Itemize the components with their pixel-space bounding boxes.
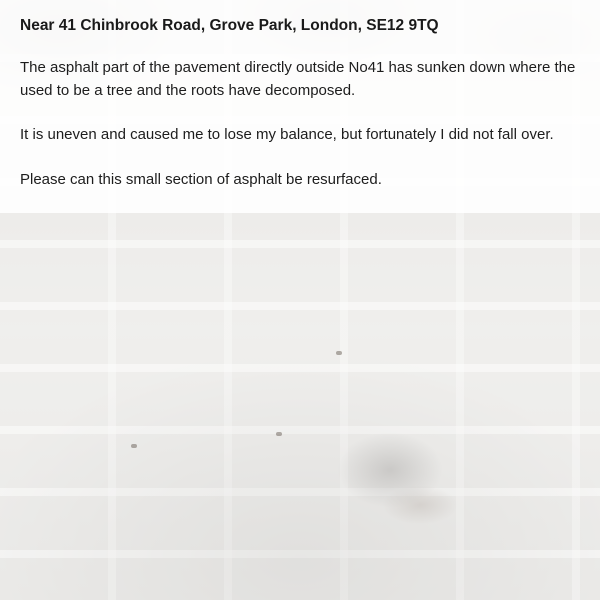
report-text-panel bbox=[0, 0, 600, 213]
wall-speck bbox=[336, 351, 342, 355]
report-paragraph-3: Please can this small section of asphalt be resurfaced. bbox=[20, 170, 382, 188]
report-paragraph-2: It is uneven and caused me to lose my balance, but fortunately I did not fall over. bbox=[20, 126, 554, 144]
page-title: Near 41 Chinbrook Road, Grove Park, London, SE12 9TQ bbox=[20, 17, 439, 34]
wall-speck bbox=[276, 432, 282, 436]
wall-speck bbox=[131, 444, 137, 448]
report-paragraph-1: The asphalt part of the pavement directly outside No41 has sunken down where the used to be a tree and the roots have decomposed. bbox=[20, 59, 576, 99]
